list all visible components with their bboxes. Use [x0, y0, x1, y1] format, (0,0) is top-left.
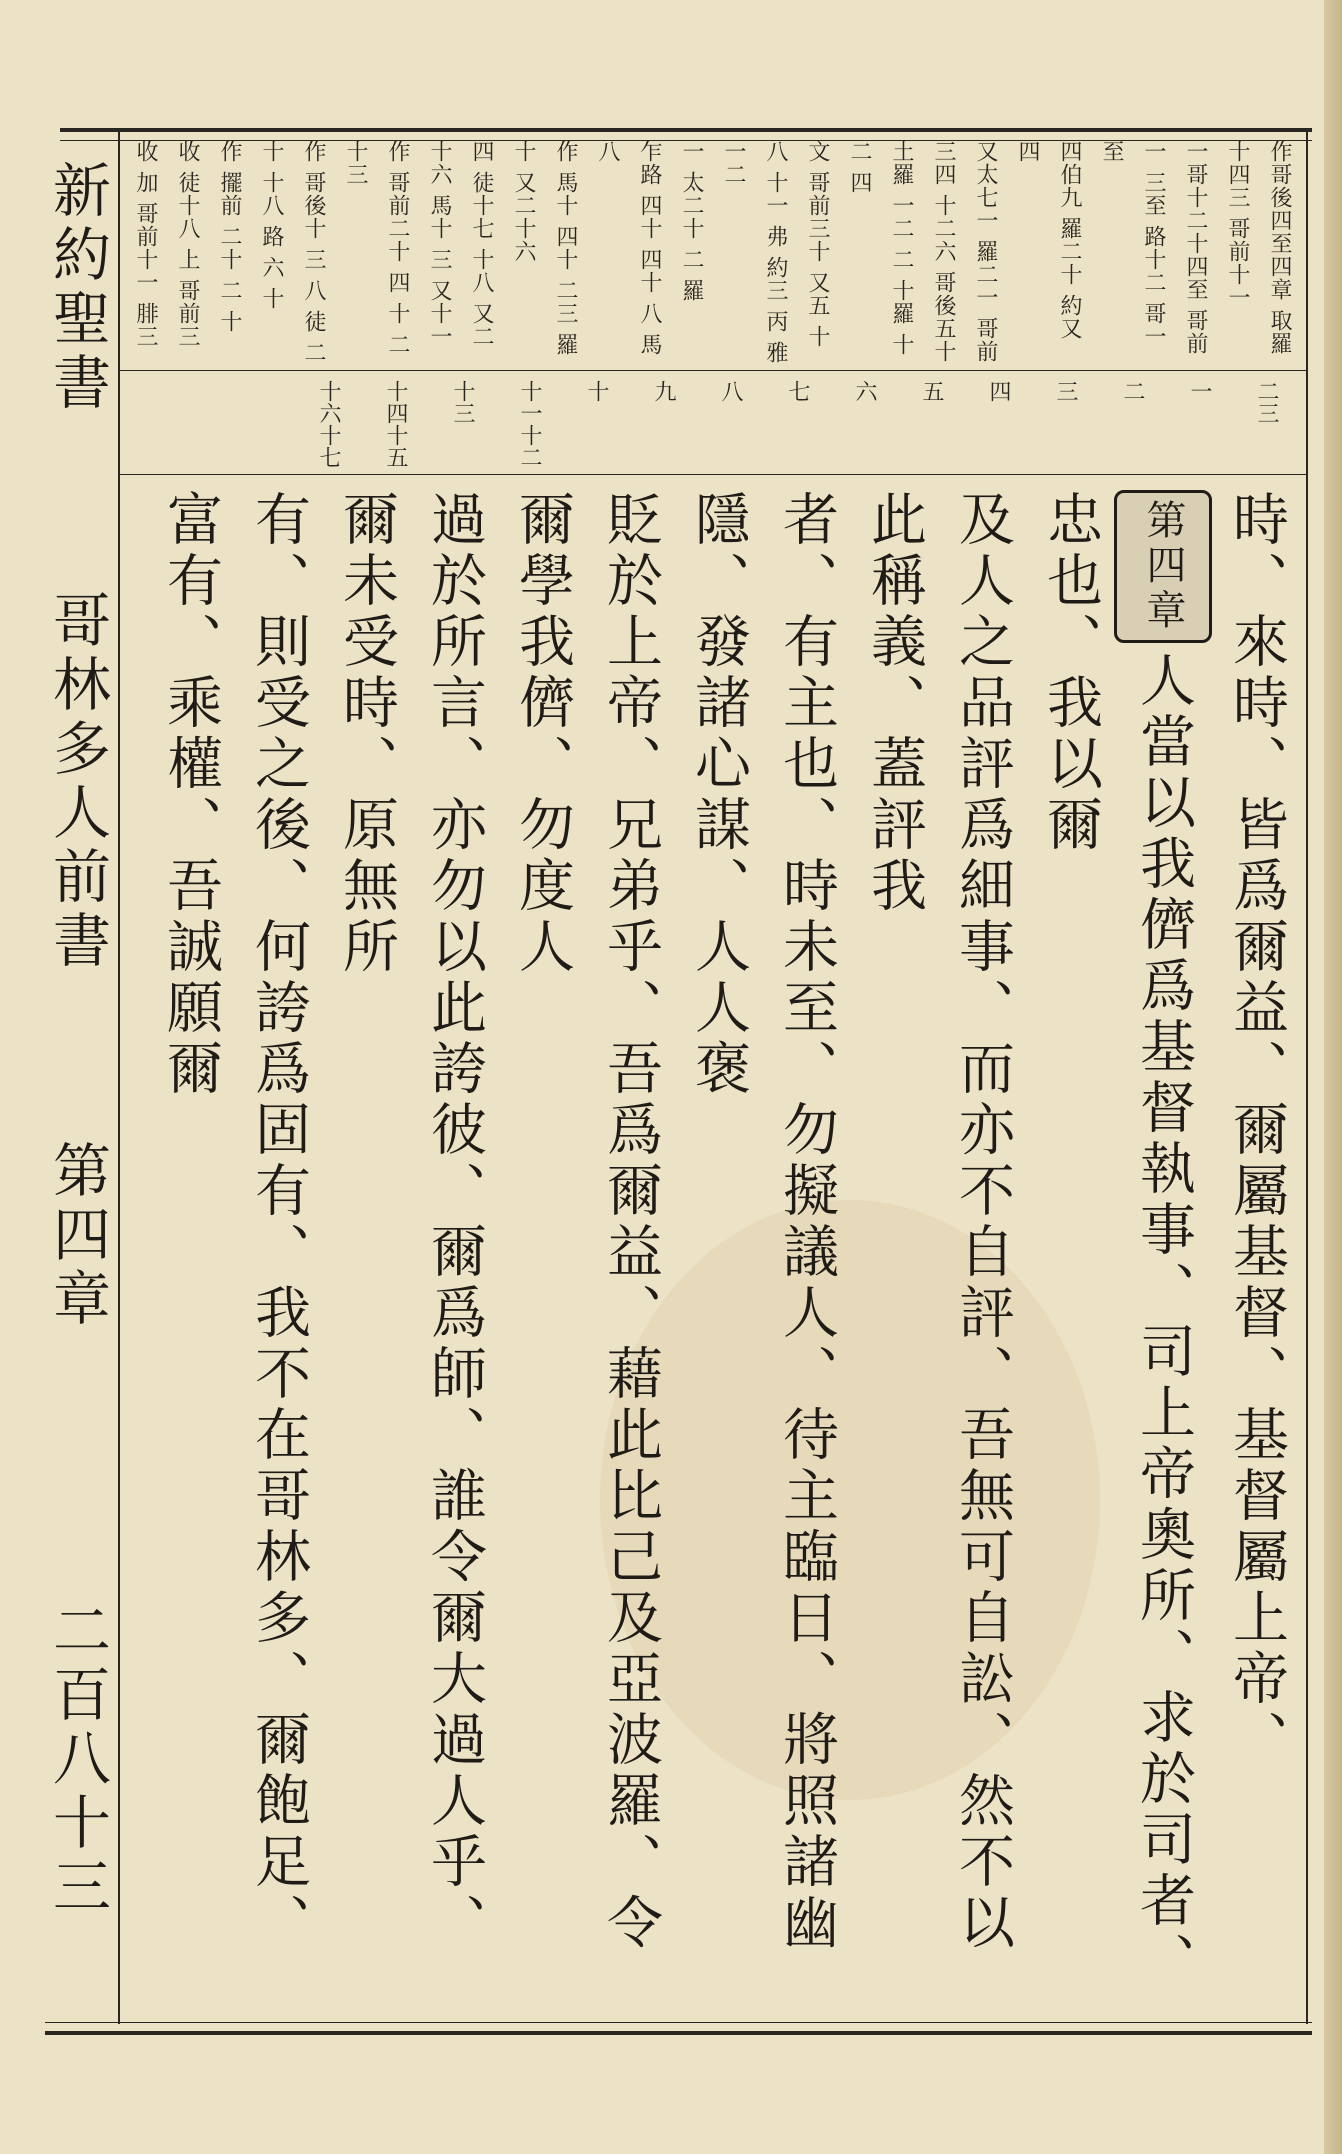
text-column [140, 490, 146, 2010]
verse-number-divider [118, 474, 1308, 475]
verse-number: 三 [1053, 380, 1078, 402]
text-column: 過於所言、亦勿以此誇彼、爾爲師、誰令爾大過人乎、爾未受時、原無所 [334, 490, 487, 1954]
note: 作 哥後十 三 八 徒 二 十 十八 路 六 十 [259, 140, 326, 364]
note: 收 徒十八 上 哥前三 [175, 140, 200, 348]
chapter-label: 第四章 [43, 1140, 111, 1332]
verse-number-row [130, 380, 1300, 470]
verse-number: 十 [584, 380, 609, 402]
verse-number: 二 [1120, 380, 1145, 402]
verse-number: 十三 [450, 380, 475, 424]
text-column: 時、來時、皆爲爾益、爾屬基督、基督屬上帝、 [1224, 490, 1289, 1771]
frame-bottom-rule [45, 2022, 1312, 2035]
note: 一哥十二十四至 哥前一 三至 路十二 哥一至 [1099, 140, 1208, 355]
page-number: 二百八十三 [43, 1600, 111, 1920]
verse-number: 六 [852, 380, 877, 402]
page-edge [1324, 0, 1342, 2154]
note: 又太七一 羅二一 哥前三四 十二六 哥後五十 [931, 140, 998, 363]
text-column: 有、則受之後、何誇爲固有、我不在哥林多、爾飽足、富有、乘權、吾誠願爾 [158, 490, 311, 1954]
frame-left-rule [118, 132, 120, 2024]
scripture-text [140, 490, 1300, 2010]
text-column [1026, 490, 1212, 2010]
verse-number: 二三 [1254, 380, 1279, 424]
text-column: 者、有主也、時未至、勿擬議人、待主臨日、將照諸幽隱、發諸心謀、人人褒 [686, 490, 839, 1954]
cross-reference-notes [130, 140, 1300, 368]
note: 乍路 四十 四十 八 馬 八 [595, 140, 662, 356]
verse-number: 八 [718, 380, 743, 402]
text-column: 及人之品評爲細事、而亦不自評、吾無可自訟、然不以此稱義、蓋評我 [862, 490, 1015, 1954]
note: 作 哥前二十 四 十 二 十三 [343, 140, 410, 356]
verse-number: 十一十二 [517, 380, 542, 468]
note: 收 加 哥前十一 腓三 [133, 140, 158, 348]
epistle-title: 哥林多人前書 [43, 590, 111, 974]
frame-right-rule [1306, 132, 1308, 2024]
verse-number: 九 [651, 380, 676, 402]
notes-divider [118, 370, 1308, 371]
note: 作 擺前 二十 二 十 [217, 140, 242, 333]
chapter-badge: 第四章 [1114, 490, 1212, 643]
book-title: 新約聖書 [43, 160, 111, 416]
note: 四 徒十七 十八 又二十六 馬十 三 又十一 [427, 140, 494, 348]
verse-number: 七 [785, 380, 810, 402]
note: 文 哥前三十 又五 十八 十一 弗 約三 丙 雅 一二 [721, 140, 830, 364]
note: 作哥後四至四章 取羅十四三 哥前十一 [1225, 140, 1292, 355]
verse-number: 十四十五 [383, 380, 408, 468]
text-column-content: 人當以我儕爲基督執事、司上帝奧所、求於司者、忠也、我以爾 [1038, 490, 1196, 1993]
verse-number: 一 [1187, 380, 1212, 402]
text-column: 貶於上帝、兄弟乎、吾爲爾益、藉此比己及亞波羅、令爾學我儕、勿度人 [510, 490, 663, 1954]
note: 一 太二十 二 羅 [679, 140, 704, 302]
note: 作 馬十 四十 二三 羅十 又二十六 [511, 140, 578, 356]
verse-number: 十六十七 [316, 380, 341, 468]
verse-number: 四 [986, 380, 1011, 402]
verse-number: 五 [919, 380, 944, 402]
note: 四伯九 羅二十 約又 四 [1015, 140, 1082, 340]
note: 土羅 一二 二 十羅 十二 四 [847, 140, 914, 356]
